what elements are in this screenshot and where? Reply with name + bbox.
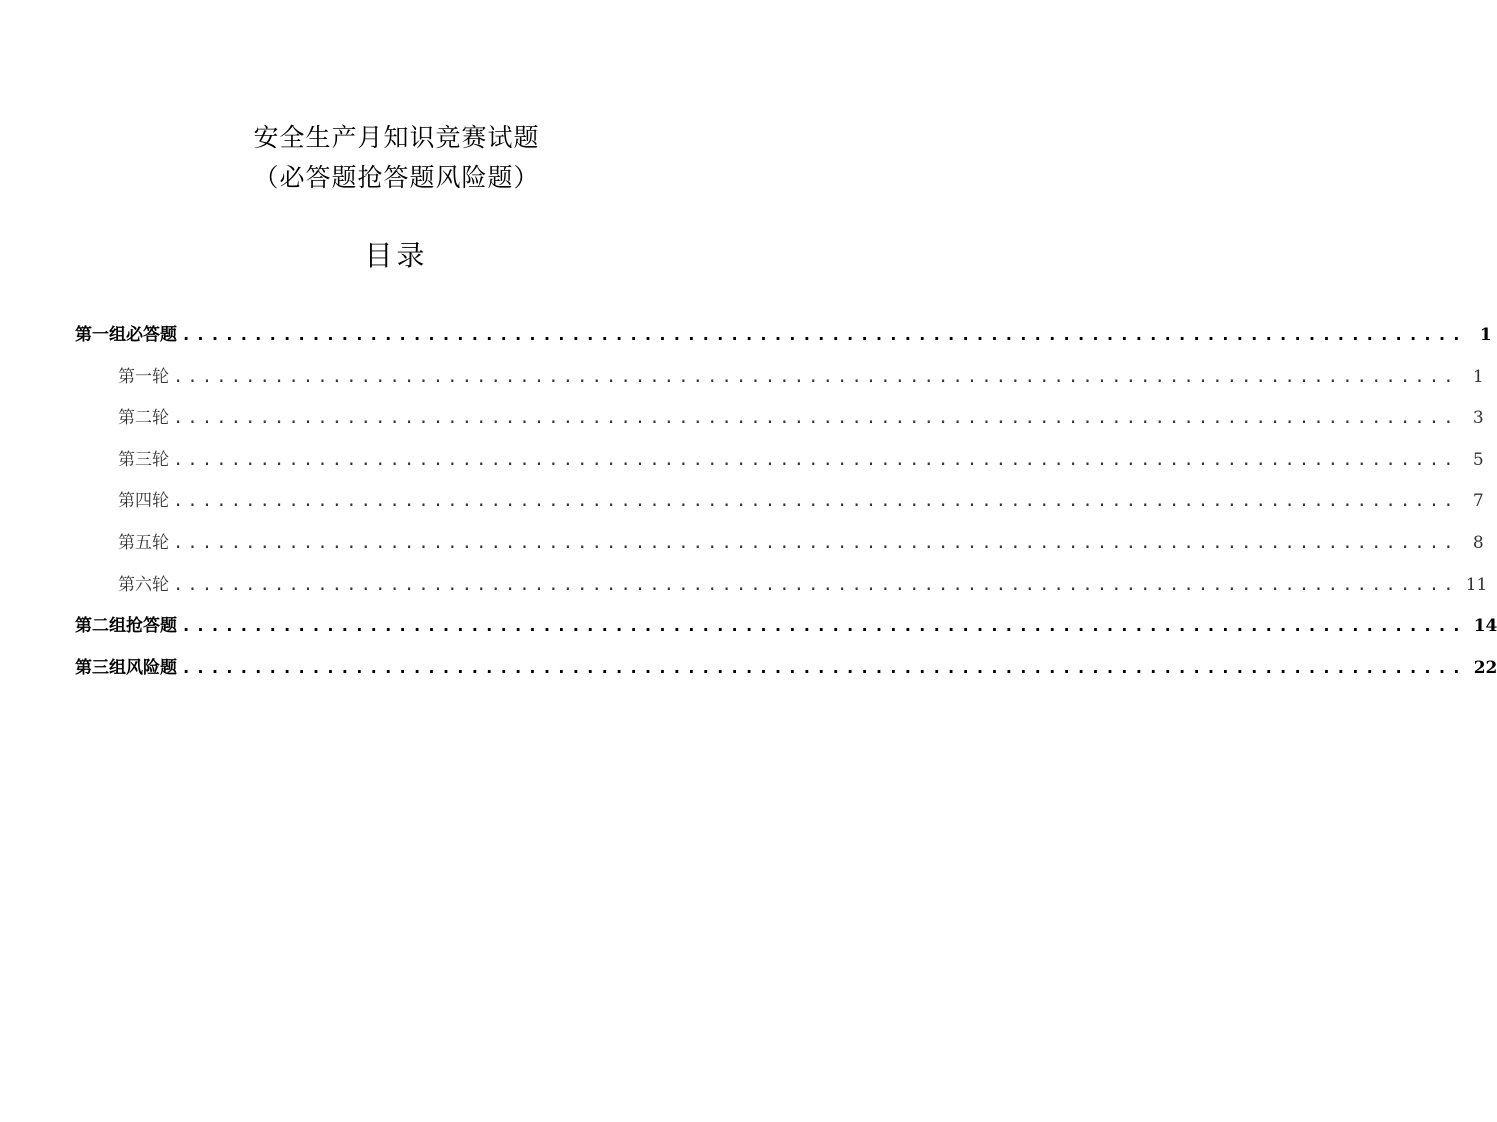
toc-leader-dots: ......................................................................................... — [181, 325, 1466, 345]
title-line-1: 安全生产月知识竞赛试题 — [253, 123, 540, 152]
toc-entry-label: 第三轮 — [118, 449, 169, 470]
toc-entry-label: 第六轮 — [118, 574, 169, 595]
toc-heading: 目录 — [364, 239, 429, 272]
toc-leader-dots: ......................................................................................... — [173, 408, 1458, 429]
toc-entry[interactable] — [75, 570, 1488, 612]
toc-entry-label: 第一组必答题 — [75, 325, 177, 345]
toc-entry-page: 11 — [1465, 574, 1488, 595]
toc-entry-label: 第四轮 — [118, 491, 169, 512]
toc-leader-dots: ......................................................................................... — [173, 574, 1458, 595]
title-line-2: （必答题抢答题风险题） — [253, 163, 540, 192]
toc-entry-page: 22 — [1473, 657, 1497, 678]
toc-entry-label: 第二组抢答题 — [75, 616, 177, 637]
toc-entry-page: 1 — [1479, 325, 1492, 345]
toc-leader-dots: ......................................................................................... — [173, 366, 1458, 387]
toc-entry-label: 第二轮 — [118, 408, 169, 429]
toc-entry[interactable] — [75, 320, 1492, 362]
toc-leader-dots: ......................................................................................... — [173, 532, 1458, 553]
toc-entry-page: 8 — [1472, 532, 1484, 553]
toc-entry-page: 7 — [1472, 491, 1484, 512]
toc-entry[interactable] — [75, 611, 1497, 653]
toc-leader-dots: ......................................................................................... — [173, 491, 1458, 512]
toc-entry-page: 3 — [1472, 408, 1484, 429]
toc-entry[interactable] — [75, 403, 1484, 445]
toc-entry-label: 第五轮 — [118, 532, 169, 553]
toc-entry[interactable] — [75, 486, 1484, 528]
toc-entry-page: 1 — [1472, 366, 1484, 387]
toc-entry-page: 5 — [1472, 449, 1484, 470]
toc-entry[interactable] — [75, 653, 1497, 695]
toc-entry[interactable] — [75, 528, 1484, 570]
toc-entry-label: 第三组风险题 — [75, 657, 177, 678]
table-of-contents — [75, 320, 1497, 694]
toc-leader-dots: ......................................................................................... — [181, 657, 1466, 678]
toc-entry[interactable] — [75, 362, 1484, 404]
toc-entry[interactable] — [75, 445, 1484, 487]
toc-entry-page: 14 — [1473, 616, 1497, 637]
document-title — [0, 118, 793, 198]
toc-entry-label: 第一轮 — [118, 366, 169, 387]
toc-leader-dots: ......................................................................................... — [173, 449, 1458, 470]
toc-leader-dots: ......................................................................................... — [181, 616, 1466, 637]
